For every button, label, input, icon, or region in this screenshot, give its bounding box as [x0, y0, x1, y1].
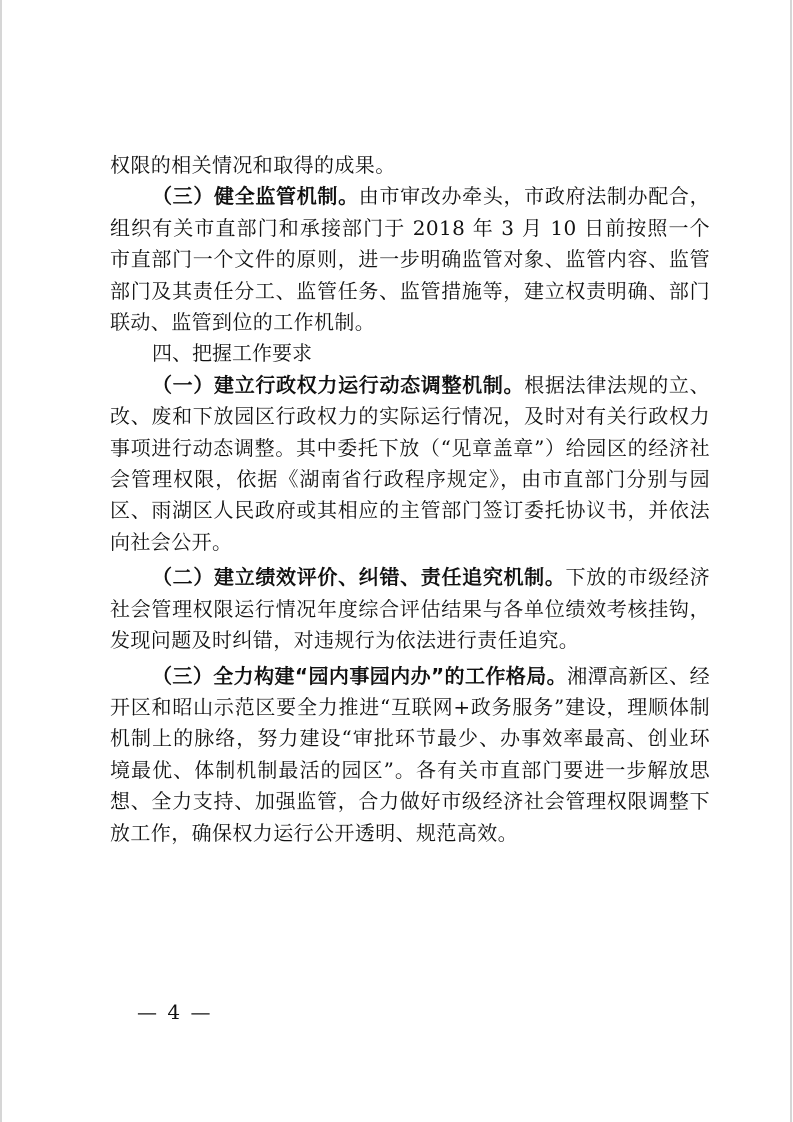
paragraph-text: 由市审改办牵头，市政府法制办配合，组织有关市直部门和承接部门于 2018 年 3 月 10 日前按照一个市直部门一个文件的原则，进一步明确监管对象、监管内容、监管部门及其责任分工、监管任务、监管措施等，建立权责明确、部门联动、监管到位的工作机制。	[110, 184, 710, 335]
paragraph-lead: （一）建立行政权力运行动态调整机制。	[152, 372, 525, 397]
paragraph-performance-evaluation	[110, 562, 710, 656]
paragraph-lead: （三）全力构建“园内事园内办”的工作格局。	[152, 663, 568, 688]
paragraph-text: 权限的相关情况和取得的成果。	[110, 153, 396, 177]
page-edge-right	[790, 0, 792, 1122]
document-body	[110, 150, 710, 849]
paragraph-text: 湘潭高新区、经开区和昭山示范区要全力推进“互联网+政务服务”建设，理顺体制机制上的脉络，努力建设“审批环节最少、办事效率最高、创业环境最优、体制机制最活的园区”。各有关市直部门要进一步解放思想、全力支持、加强监管，合力做好市级经济社会管理权限调整下放工作，确保权力运行公开透明、规范高效。	[110, 663, 710, 845]
section-heading: 四、把握工作要求	[152, 341, 312, 366]
paragraph-text: 下放的市级经济社会管理权限运行情况年度综合评估结果与各单位绩效考核挂钩，发现问题及时纠错，对违规行为依法进行责任追究。	[110, 565, 710, 653]
paragraph-text: 根据法律法规的立、改、废和下放园区行政权力的实际运行情况，及时对有关行政权力事项进行动态调整。其中委托下放（“见章盖章”）给园区的经济社会管理权限，依据《湖南省行政程序规定》，由市直部门分别与园区、雨湖区人民政府或其相应的主管部门签订委托协议书，并依法向社会公开。	[110, 372, 710, 554]
paragraph-lead: （二）建立绩效评价、纠错、责任追究机制。	[152, 565, 566, 590]
paragraph-lead: （三）健全监管机制。	[152, 184, 359, 209]
paragraph-dynamic-adjustment	[110, 370, 710, 558]
paragraph-continuation	[110, 150, 710, 181]
paragraph-work-pattern	[110, 661, 710, 849]
page-number: — 4 —	[137, 1000, 213, 1024]
page-edge-left	[0, 0, 2, 1122]
paragraph-supervision-mechanism	[110, 181, 710, 338]
